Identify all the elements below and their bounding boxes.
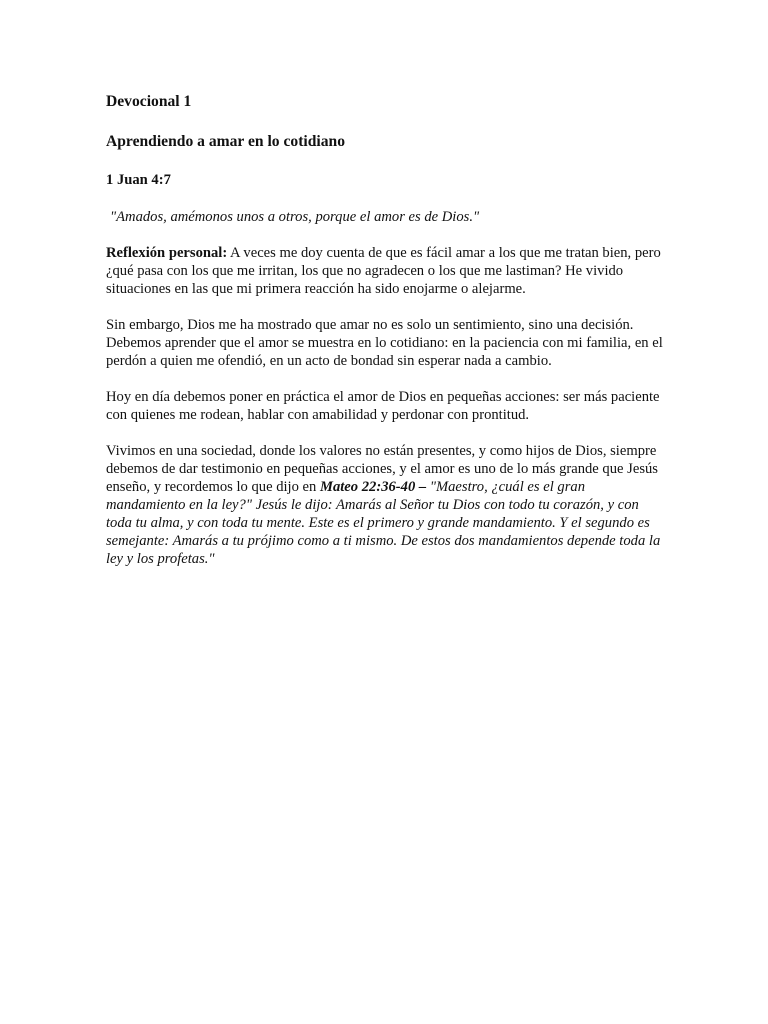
scripture-quote: "Maestro, ¿cuál es el gran mandamiento en la ley?" Jesús le dijo: Amarás al Señor tu Dios con todo tu corazón, y con toda tu alma, y con toda tu mente. Este es el primero y grande mandamiento. Y el segundo es semejante: Amarás a tu prójimo como a ti mismo. De estos dos mandamientos depende toda la ley y los profetas." xyxy=(106,479,661,567)
document-title: Devocional 1 xyxy=(106,93,192,110)
verse-reference: 1 Juan 4:7 xyxy=(106,172,171,188)
scripture-reference: Mateo 22:36-40 – xyxy=(319,479,427,495)
paragraph-practice: Hoy en día debemos poner en práctica el amor de Dios en pequeñas acciones: ser más paciente con quienes me rodean, hablar con amabilidad y perdonar con prontitud. xyxy=(106,389,660,423)
reflection-text: A veces me doy cuenta de que es fácil amar a los que me tratan bien, pero ¿qué pasa con los que me irritan, los que no agradecen o los que me lastiman? He vivido situaciones en las que mi primera reacción ha sido enojarme o alejarme. xyxy=(106,245,661,297)
document-subtitle: Aprendiendo a amar en lo cotidiano xyxy=(106,133,345,150)
society-text: Vivimos en una sociedad, donde los valores no están presentes, y como hijos de Dios, siempre debemos de dar testimonio en pequeñas acciones, y el amor es uno de lo más grande que Jesús enseño, y recordemos lo que dijo en xyxy=(106,443,658,495)
paragraph-decision: Sin embargo, Dios me ha mostrado que amar no es solo un sentimiento, sino una decisión. Debemos aprender que el amor se muestra en lo cotidiano: en la paciencia con mi familia, en el perdón a quien me ofendió, en un acto de bondad sin esperar nada a cambio. xyxy=(106,317,663,369)
paragraph-society xyxy=(106,442,666,568)
reflection-label: Reflexión personal: xyxy=(106,245,228,261)
paragraph-reflection xyxy=(106,244,666,298)
document-page xyxy=(106,92,666,586)
verse-quote: "Amados, amémonos unos a otros, porque el amor es de Dios." xyxy=(110,209,480,225)
